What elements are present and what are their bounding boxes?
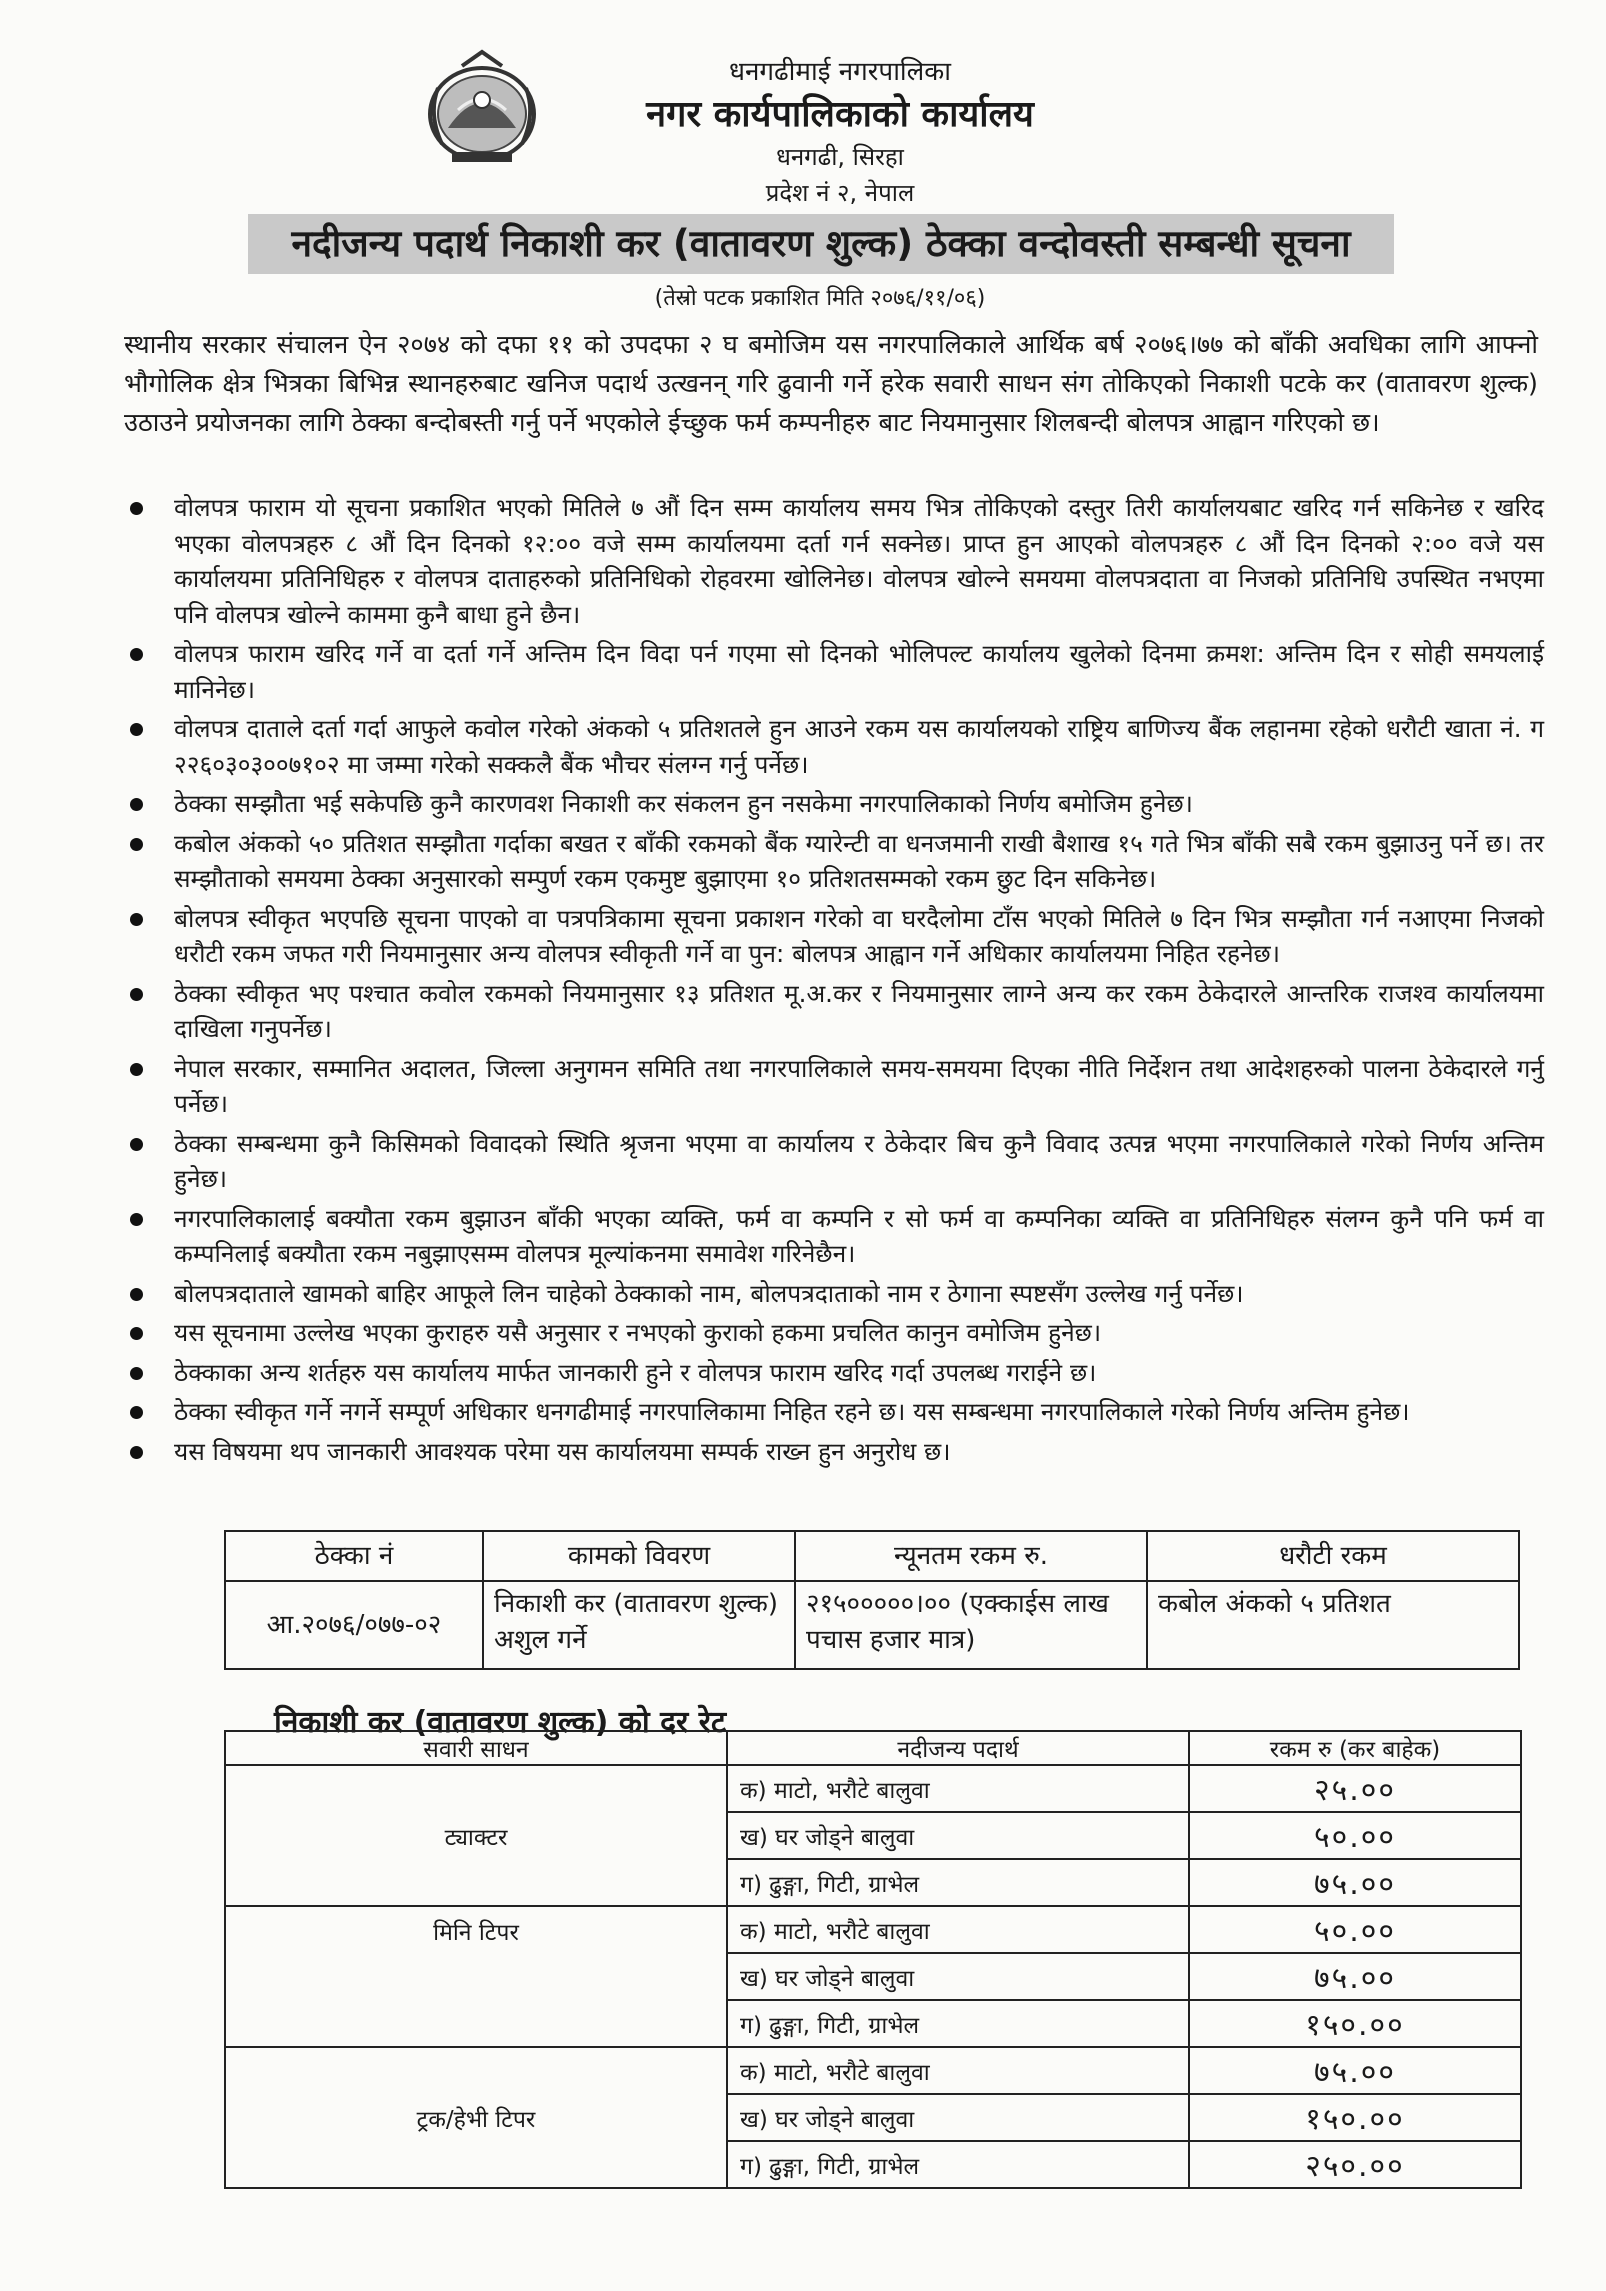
material-cell: ग) ढुङ्गा, गिटी, ग्राभेल: [727, 2000, 1189, 2047]
notice-title: नदीजन्य पदार्थ निकाशी कर (वातावरण शुल्क) ठेक्का वन्दोवस्ती सम्बन्धी सूचना: [291, 222, 1351, 265]
list-item-text: ठेक्काका अन्य शर्तहरु यस कार्यालय मार्फत जानकारी हुने र वोलपत्र फाराम खरिद गर्दा उपलब्ध गराईने छ।: [174, 1357, 1097, 1387]
list-item: [124, 1051, 1544, 1122]
municipality-name: धनगढीमाई नगरपालिका: [728, 57, 951, 87]
list-item-text: ठेक्का स्वीकृत भए पश्चात कवोल रकमको नियमानुसार १३ प्रतिशत मू.अ.कर र नियमानुसार लाग्ने अन्य कर रकम ठेकेदारले आन्तरिक राजश्व कार्यालयमा दाखिला गनुपर्नेछ।: [174, 978, 1544, 1043]
minimum-amount: २१५०००००।०० (एक्काईस लाख पचास हजार मात्र): [795, 1581, 1147, 1669]
column-header: ठेक्का नं: [225, 1531, 483, 1581]
list-item: [124, 1355, 1544, 1391]
work-description: निकाशी कर (वातावरण शुल्क) अशुल गर्ने: [483, 1581, 795, 1669]
nepal-emblem-icon: [418, 48, 546, 168]
rate-table-title: निकाशी कर (वातावरण शुल्क) को दर रेट: [274, 1705, 727, 1740]
bullet-icon: [130, 1213, 143, 1226]
column-header: रकम रु (कर बाहेक): [1189, 1731, 1521, 1765]
list-item-text: ठेक्का सम्बन्धमा कुनै किसिमको विवादको स्थिति श्रृजना भएमा वा कार्यालय र ठेकेदार बिच कुनै विवाद उत्पन्न भएमा नगरपालिकाले गरेको निर्णय अन्तिम हुनेछ।: [174, 1128, 1544, 1193]
material-cell: ग) ढुङ्गा, गिटी, ग्राभेल: [727, 2141, 1189, 2188]
column-header: नदीजन्य पदार्थ: [727, 1731, 1189, 1765]
bullet-icon: [130, 913, 143, 926]
title-band: [248, 214, 1394, 274]
material-cell: क) माटो, भरौटे बालुवा: [727, 1765, 1189, 1812]
list-item-text: नेपाल सरकार, सम्मानित अदालत, जिल्ला अनुगमन समिति तथा नगरपालिकाले समय-समयमा दिएका नीति निर्देशन तथा आदेशहरुको पालना ठेकेदारले गर्नु पर्नेछ।: [174, 1053, 1544, 1118]
contract-table: [224, 1530, 1520, 1670]
list-item: [124, 1434, 1544, 1470]
list-item-text: यस विषयमा थप जानकारी आवश्यक परेमा यस कार्यालयमा सम्पर्क राख्न हुन अनुरोध छ।: [174, 1436, 951, 1466]
material-cell: ग) ढुङ्गा, गिटी, ग्राभेल: [727, 1859, 1189, 1906]
bullet-icon: [130, 838, 143, 851]
bullet-icon: [130, 723, 143, 736]
list-item-text: वोलपत्र फाराम यो सूचना प्रकाशित भएको मितिले ७ औं दिन सम्म कार्यालय समय भित्र तोकिएको दस्तुर तिरी कार्यालयबाट खरिद गर्न सकिनेछ र खरिद भएका वोलपत्रहरु ८ औं दिन दिनको १२:०० वजे सम्म कार्यालयमा दर्ता गर्न सक्नेछ। प्राप्त हुन आएको वोलपत्रहरु ८ औं दिन दिनको २:०० वजे यस कार्यालयमा प्रतिनिधिहरु र वोलपत्र दाताहरुको प्रतिनिधिको रोहवरमा खोलिनेछ। वोलपत्र खोल्ने समयमा वोलपत्रदाता वा निजको प्रतिनिधि उपस्थित नभएमा पनि वोलपत्र खोल्ने काममा कुनै बाधा हुने छैन।: [174, 493, 1544, 629]
bullet-icon: [130, 1367, 143, 1380]
rate-cell: १५०.००: [1189, 2094, 1521, 2141]
conditions-list: [124, 490, 1544, 1473]
material-cell: ख) घर जोड्ने बालुवा: [727, 2094, 1189, 2141]
bullet-icon: [130, 502, 143, 515]
office-name: नगर कार्यपालिकाको कार्यालय: [646, 94, 1034, 135]
rate-table: [224, 1730, 1522, 2189]
rate-cell: ७५.००: [1189, 1953, 1521, 2000]
list-item-text: कबोल अंकको ५० प्रतिशत सम्झौता गर्दाका बखत र बाँकी रकमको बैंक ग्यारेन्टी वा धनजमानी राखी बैशाख १५ गते भित्र बाँकी सबै रकम बुझाउनु पर्ने छ। तर सम्झौताको समयमा ठेक्का अनुसारको सम्पुर्ण रकम एकमुष्ट बुझाएमा १० प्रतिशतसम्मको रकम छुट दिन सकिनेछ।: [174, 828, 1544, 893]
list-item-text: ठेक्का स्वीकृत गर्ने नगर्ने सम्पूर्ण अधिकार धनगढीमाई नगरपालिकामा निहित रहने छ। यस सम्बन्धमा नगरपालिकाले गरेको निर्णय अन्तिम हुनेछ।: [174, 1397, 1410, 1426]
bullet-icon: [130, 1288, 143, 1301]
bullet-icon: [130, 648, 143, 661]
column-header: धरौटी रकम: [1147, 1531, 1519, 1581]
list-item-text: नगरपालिकालाई बक्यौता रकम बुझाउन बाँकी भएका व्यक्ति, फर्म वा कम्पनि र सो फर्म वा कम्पनिका व्यक्ति वा प्रतिनिधिहरु संलग्न कुनै पनि फर्म वा कम्पनिलाई बक्यौता रकम नबुझाएसम्म वोलपत्र मूल्यांकनमा समावेश गरिनेछैन।: [174, 1203, 1544, 1268]
list-item-text: बोलपत्रदाताले खामको बाहिर आफूले लिन चाहेको ठेक्काको नाम, बोलपत्रदाताको नाम र ठेगाना स्पष्टसँग उल्लेख गर्नु पर्नेछ।: [174, 1278, 1244, 1308]
bullet-icon: [130, 1327, 143, 1340]
list-item-text: यस सूचनामा उल्लेख भएका कुराहरु यसै अनुसार र नभएको कुराको हकमा प्रचलित कानुन वमोजिम हुनेछ।: [174, 1318, 1102, 1347]
list-item: [124, 1126, 1544, 1197]
rate-cell: २५.००: [1189, 1765, 1521, 1812]
material-cell: क) माटो, भरौटे बालुवा: [727, 2047, 1189, 2094]
rate-cell: ५०.००: [1189, 1906, 1521, 1953]
list-item: [124, 1276, 1544, 1312]
table-header-row: [225, 1531, 1519, 1581]
bullet-icon: [130, 988, 143, 1001]
list-item: [124, 490, 1544, 632]
bullet-icon: [130, 798, 143, 811]
vehicle-cell: ट्याक्टर: [225, 1765, 727, 1906]
rate-cell: ७५.००: [1189, 1859, 1521, 1906]
office-place: धनगढी, सिरहा: [776, 143, 904, 171]
material-cell: ख) घर जोड्ने बालुवा: [727, 1812, 1189, 1859]
list-item: [124, 711, 1544, 782]
rate-cell: २५०.००: [1189, 2141, 1521, 2188]
table-row: [225, 1765, 1521, 1812]
list-item: [124, 901, 1544, 972]
material-cell: ख) घर जोड्ने बालुवा: [727, 1953, 1189, 2000]
bullet-icon: [130, 1406, 143, 1419]
vehicle-cell: ट्रक/हेभी टिपर: [225, 2047, 727, 2188]
bullet-icon: [130, 1138, 143, 1151]
table-row: [225, 1906, 1521, 1953]
vehicle-cell: मिनि टिपर: [225, 1906, 727, 2047]
table-row: [225, 1581, 1519, 1669]
notice-subtitle: (तेस्रो पटक प्रकाशित मिति २०७६/११/०६): [654, 286, 986, 311]
table-row: [225, 2047, 1521, 2094]
deposit-amount: कबोल अंकको ५ प्रतिशत: [1147, 1581, 1519, 1669]
list-item: [124, 976, 1544, 1047]
list-item: [124, 1394, 1544, 1430]
office-province: प्रदेश नं २, नेपाल: [765, 179, 915, 207]
column-header: न्यूनतम रकम रु.: [795, 1531, 1147, 1581]
material-cell: क) माटो, भरौटे बालुवा: [727, 1906, 1189, 1953]
rate-cell: ७५.००: [1189, 2047, 1521, 2094]
list-item-text: बोलपत्र स्वीकृत भएपछि सूचना पाएको वा पत्रपत्रिकामा सूचना प्रकाशन गरेको वा घरदैलोमा टाँस भएको मितिले ७ दिन भित्र सम्झौता गर्न नआएमा निजको धरौटी रकम जफत गरी नियमानुसार अन्य वोलपत्र स्वीकृती गर्ने वा पुन: बोलपत्र आह्वान गर्ने अधिकार कार्यालयमा निहित रहनेछ।: [174, 903, 1544, 968]
intro-paragraph: स्थानीय सरकार संचालन ऐन २०७४ को दफा ११ को उपदफा २ घ बमोजिम यस नगरपालिकाले आर्थिक बर्ष २०७६।७७ को बाँकी अवधिका लागि आफ्नो भौगोलिक क्षेत्र भित्रका बिभिन्न स्थानहरुबाट खनिज पदार्थ उत्खनन् गरि ढुवानी गर्ने हरेक सवारी साधन संग तोकिएको निकाशी पटके कर (वातावरण शुल्क) उठाउने प्रयोजनका लागि ठेक्का बन्दोबस्ती गर्नु पर्ने भएकोले ईच्छुक फर्म कम्पनीहरु बाट नियमानुसार शिलबन्दी बोलपत्र आह्वान गरिएको छ।: [124, 330, 1538, 438]
column-header: कामको विवरण: [483, 1531, 795, 1581]
list-item: [124, 1201, 1544, 1272]
bullet-icon: [130, 1446, 143, 1459]
bullet-icon: [130, 1063, 143, 1076]
list-item-text: ठेक्का सम्झौता भई सकेपछि कुनै कारणवश निकाशी कर संकलन हुन नसकेमा नगरपालिकाको निर्णय बमोजिम हुनेछ।: [174, 789, 1193, 818]
rate-cell: १५०.००: [1189, 2000, 1521, 2047]
list-item-text: वोलपत्र फाराम खरिद गर्ने वा दर्ता गर्ने अन्तिम दिन विदा पर्न गएमा सो दिनको भोलिपल्ट कार्यालय खुलेको दिनमा क्रमश: अन्तिम दिन र सोही समयलाई मानिनेछ।: [174, 639, 1544, 704]
contract-number: आ.२०७६/०७७-०२: [225, 1581, 483, 1669]
list-item-text: वोलपत्र दाताले दर्ता गर्दा आफुले कवोल गरेको अंकको ५ प्रतिशतले हुन आउने रकम यस कार्यालयको राष्ट्रिय बाणिज्य बैंक लहानमा रहेको धरौटी खाता नं. ग २२६०३०३००७१०२ मा जम्मा गरेको सक्कलै बैंक भौचर संलग्न गर्नु पर्नेछ।: [174, 714, 1544, 779]
list-item: [124, 826, 1544, 897]
list-item: [124, 636, 1544, 707]
rate-cell: ५०.००: [1189, 1812, 1521, 1859]
list-item: [124, 786, 1544, 822]
column-header: सवारी साधन: [225, 1731, 727, 1765]
list-item: [124, 1315, 1544, 1351]
table-header-row: [225, 1731, 1521, 1765]
